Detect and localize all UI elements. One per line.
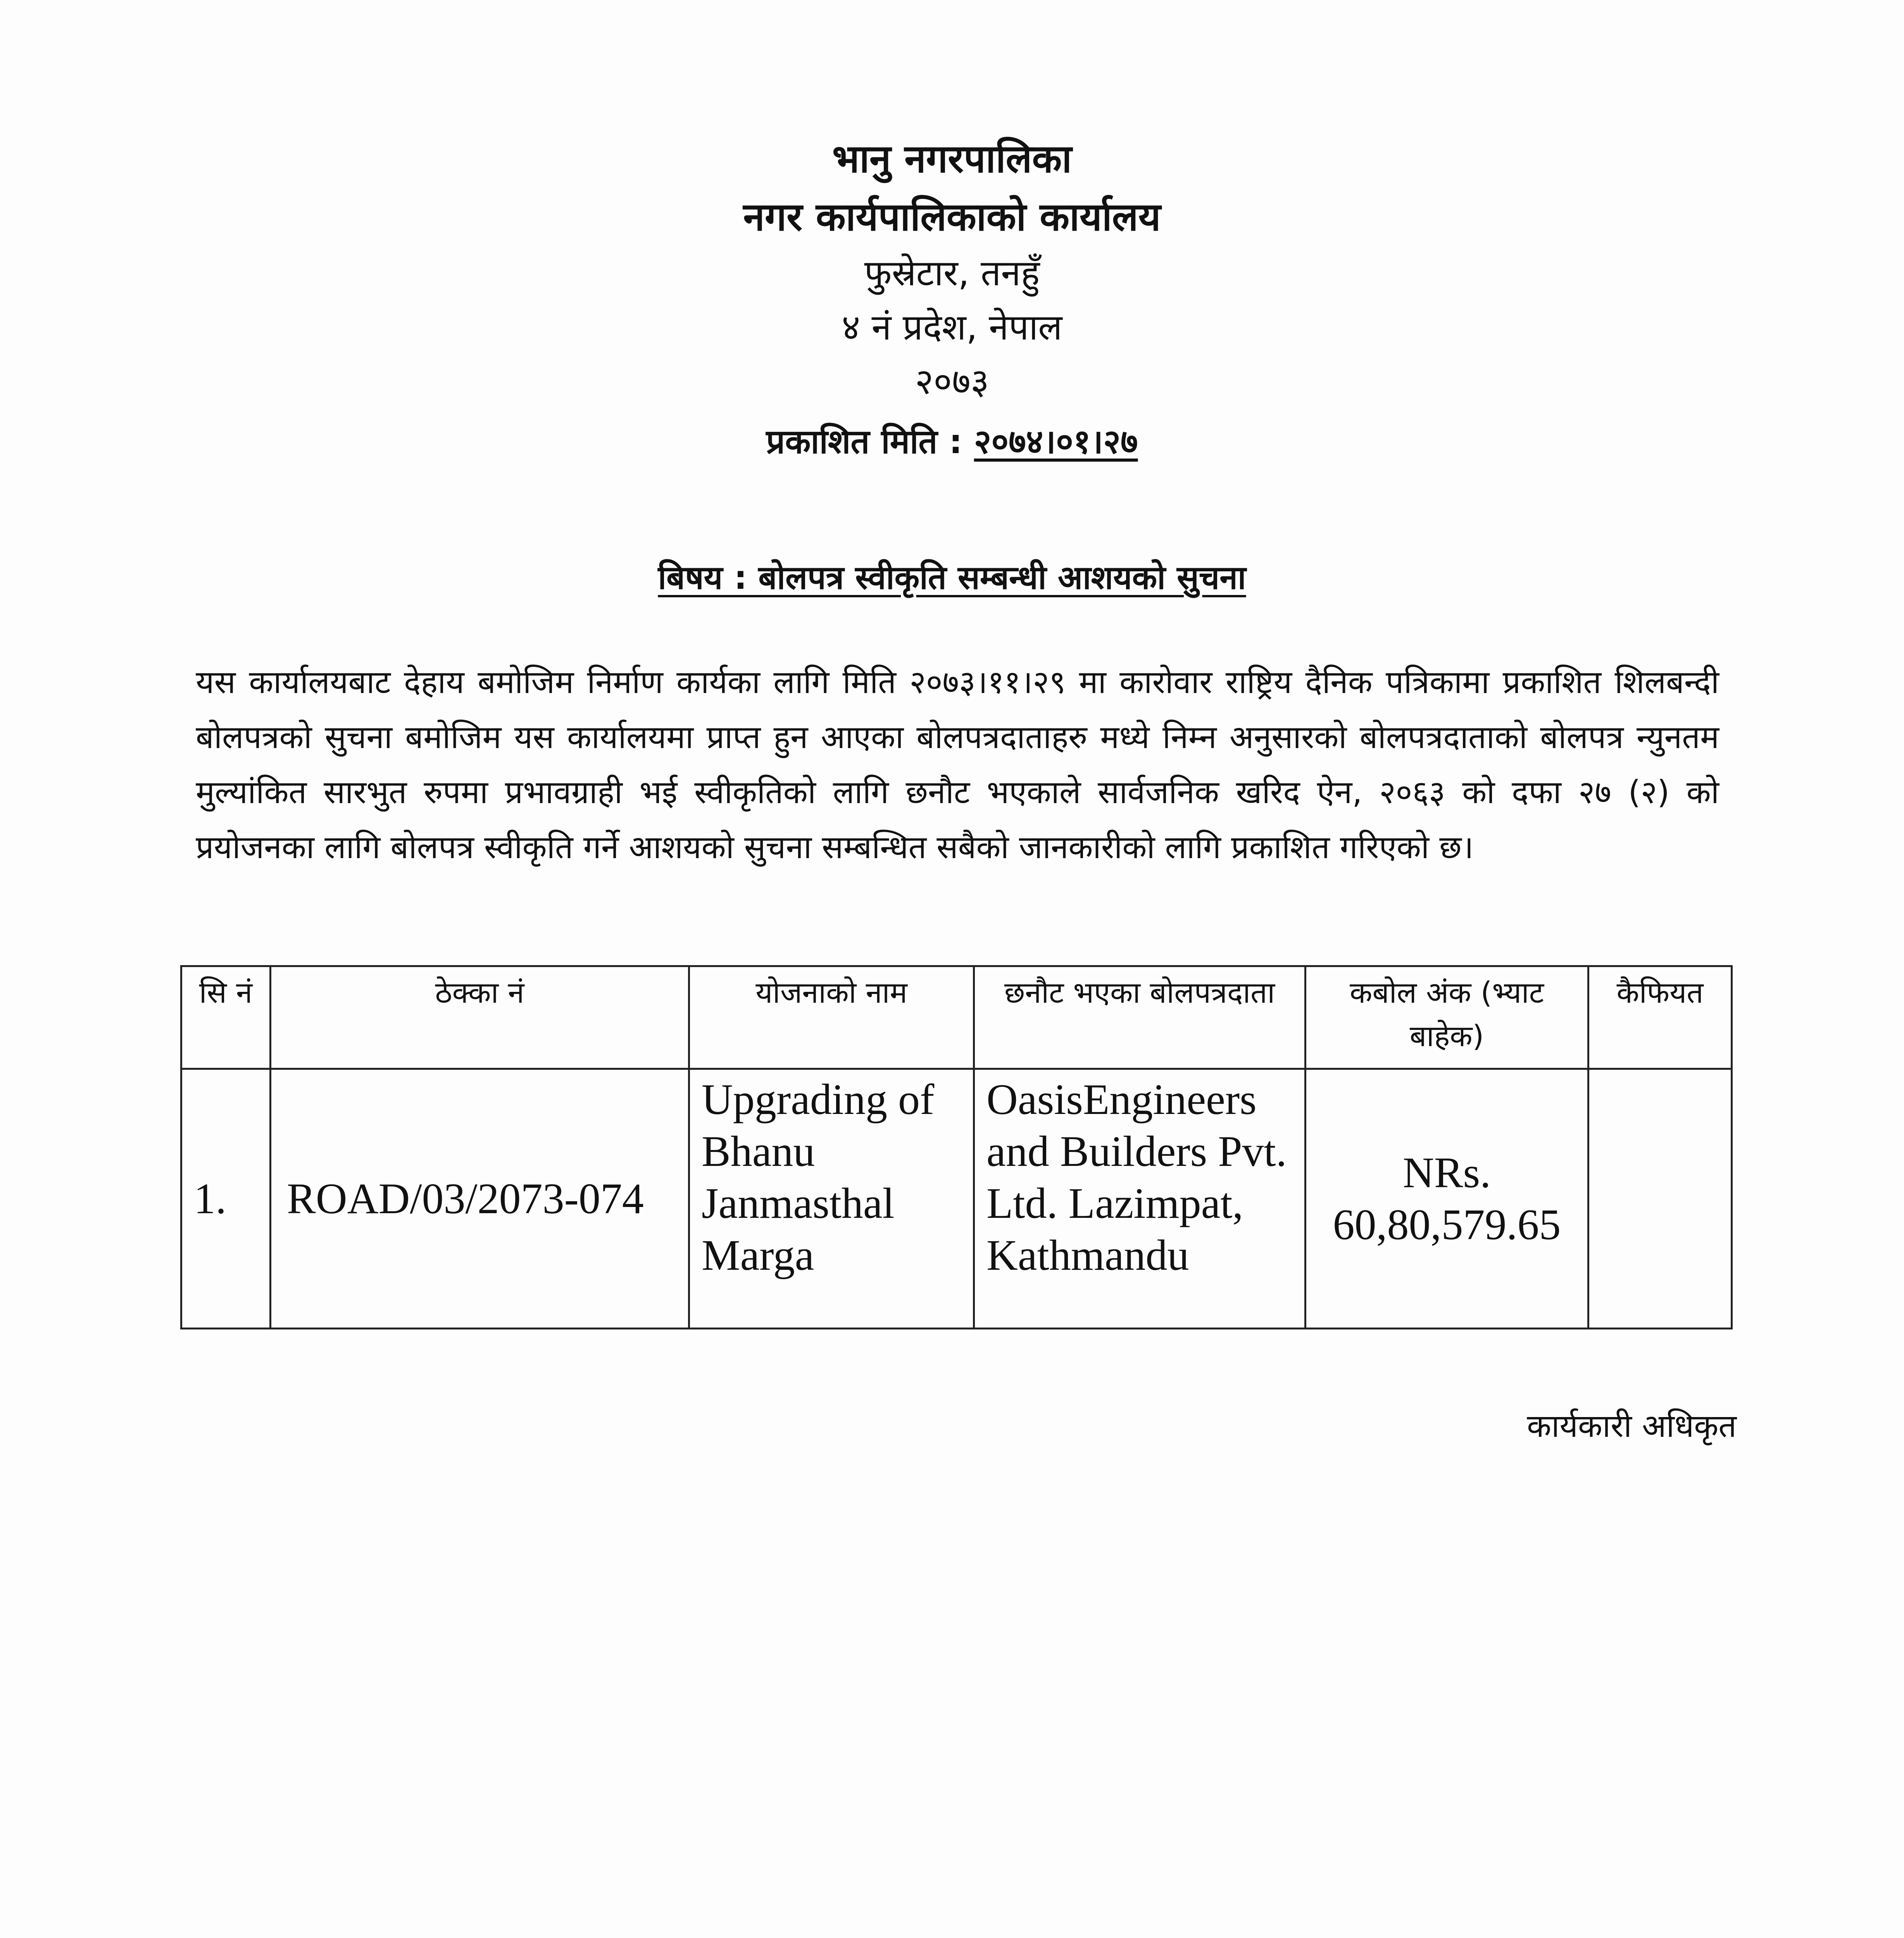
col-header-remarks: कैफियत — [1588, 966, 1732, 1069]
col-header-bidder: छनौट भएका बोलपत्रदाता — [974, 966, 1306, 1069]
notice-body: यस कार्यालयबाट देहाय बमोजिम निर्माण कार्यका लागि मिति २०७३।११।२९ मा कारोवार राष्ट्रिय दैनिक पत्रिकामा प्रकाशित शिलबन्दी बोलपत्रको सुचना बमोजिम यस कार्यालयमा प्राप्त हुन आएका बोलपत्रदाताहरु मध्ये निम्न अनुसारको बोलपत्रदाताको बोलपत्र न्युनतम मुल्यांकित सारभुत रुपमा प्रभावग्राही भई स्वीकृतिको लागि छनौट भएकाले सार्वजनिक खरिद ऐन, २०६३ को दफा २७ (२) को प्रयोजनका लागि बोलपत्र स्वीकृति गर्ने आशयको सुचना सम्बन्धित सबैको जानकारीको लागि प्रकाशित गरिएको छ। — [196, 664, 1719, 866]
col-header-contract-no: ठेक्का नं — [271, 966, 689, 1069]
province: ४ नं प्रदेश, नेपाल — [842, 307, 1062, 348]
subject-text: बिषय : बोलपत्र स्वीकृति सम्बन्धी आशयको सुचना — [658, 559, 1246, 597]
table-row — [181, 1069, 1732, 1329]
org-name: भानु नगरपालिका — [832, 136, 1072, 181]
office-name: नगर कार्यपालिकाको कार्यालय — [743, 194, 1161, 240]
published-label: प्रकाशित मिति : — [766, 422, 974, 461]
cell-project-name: Upgrading of Bhanu Janmasthal Marga — [689, 1069, 974, 1329]
table-header-row — [181, 966, 1732, 1069]
published-date-line — [0, 413, 1904, 471]
col-header-project-name: योजनाको नाम — [689, 966, 974, 1069]
cell-contract-no: ROAD/03/2073-074 — [271, 1069, 689, 1329]
cell-amount: NRs. 60,80,579.65 — [1306, 1069, 1588, 1329]
bid-table — [180, 965, 1733, 1329]
cell-sn: 1. — [181, 1069, 271, 1329]
address: फुस्रेटार, तनहुँ — [864, 252, 1040, 294]
published-date: २०७४।०१।२७ — [974, 422, 1138, 461]
cell-bidder: OasisEngineers and Builders Pvt. Ltd. Lazimpat, Kathmandu — [974, 1069, 1306, 1329]
cell-remarks — [1588, 1069, 1732, 1329]
fiscal-year: २०७३ — [915, 361, 989, 402]
col-header-amount: कबोल अंक (भ्याट बाहेक) — [1306, 966, 1588, 1069]
signatory-title: कार्यकारी अधिकृत — [1527, 1408, 1737, 1445]
col-header-sn: सि नं — [181, 966, 271, 1069]
letterhead — [0, 130, 1904, 471]
subject-heading — [0, 554, 1904, 601]
